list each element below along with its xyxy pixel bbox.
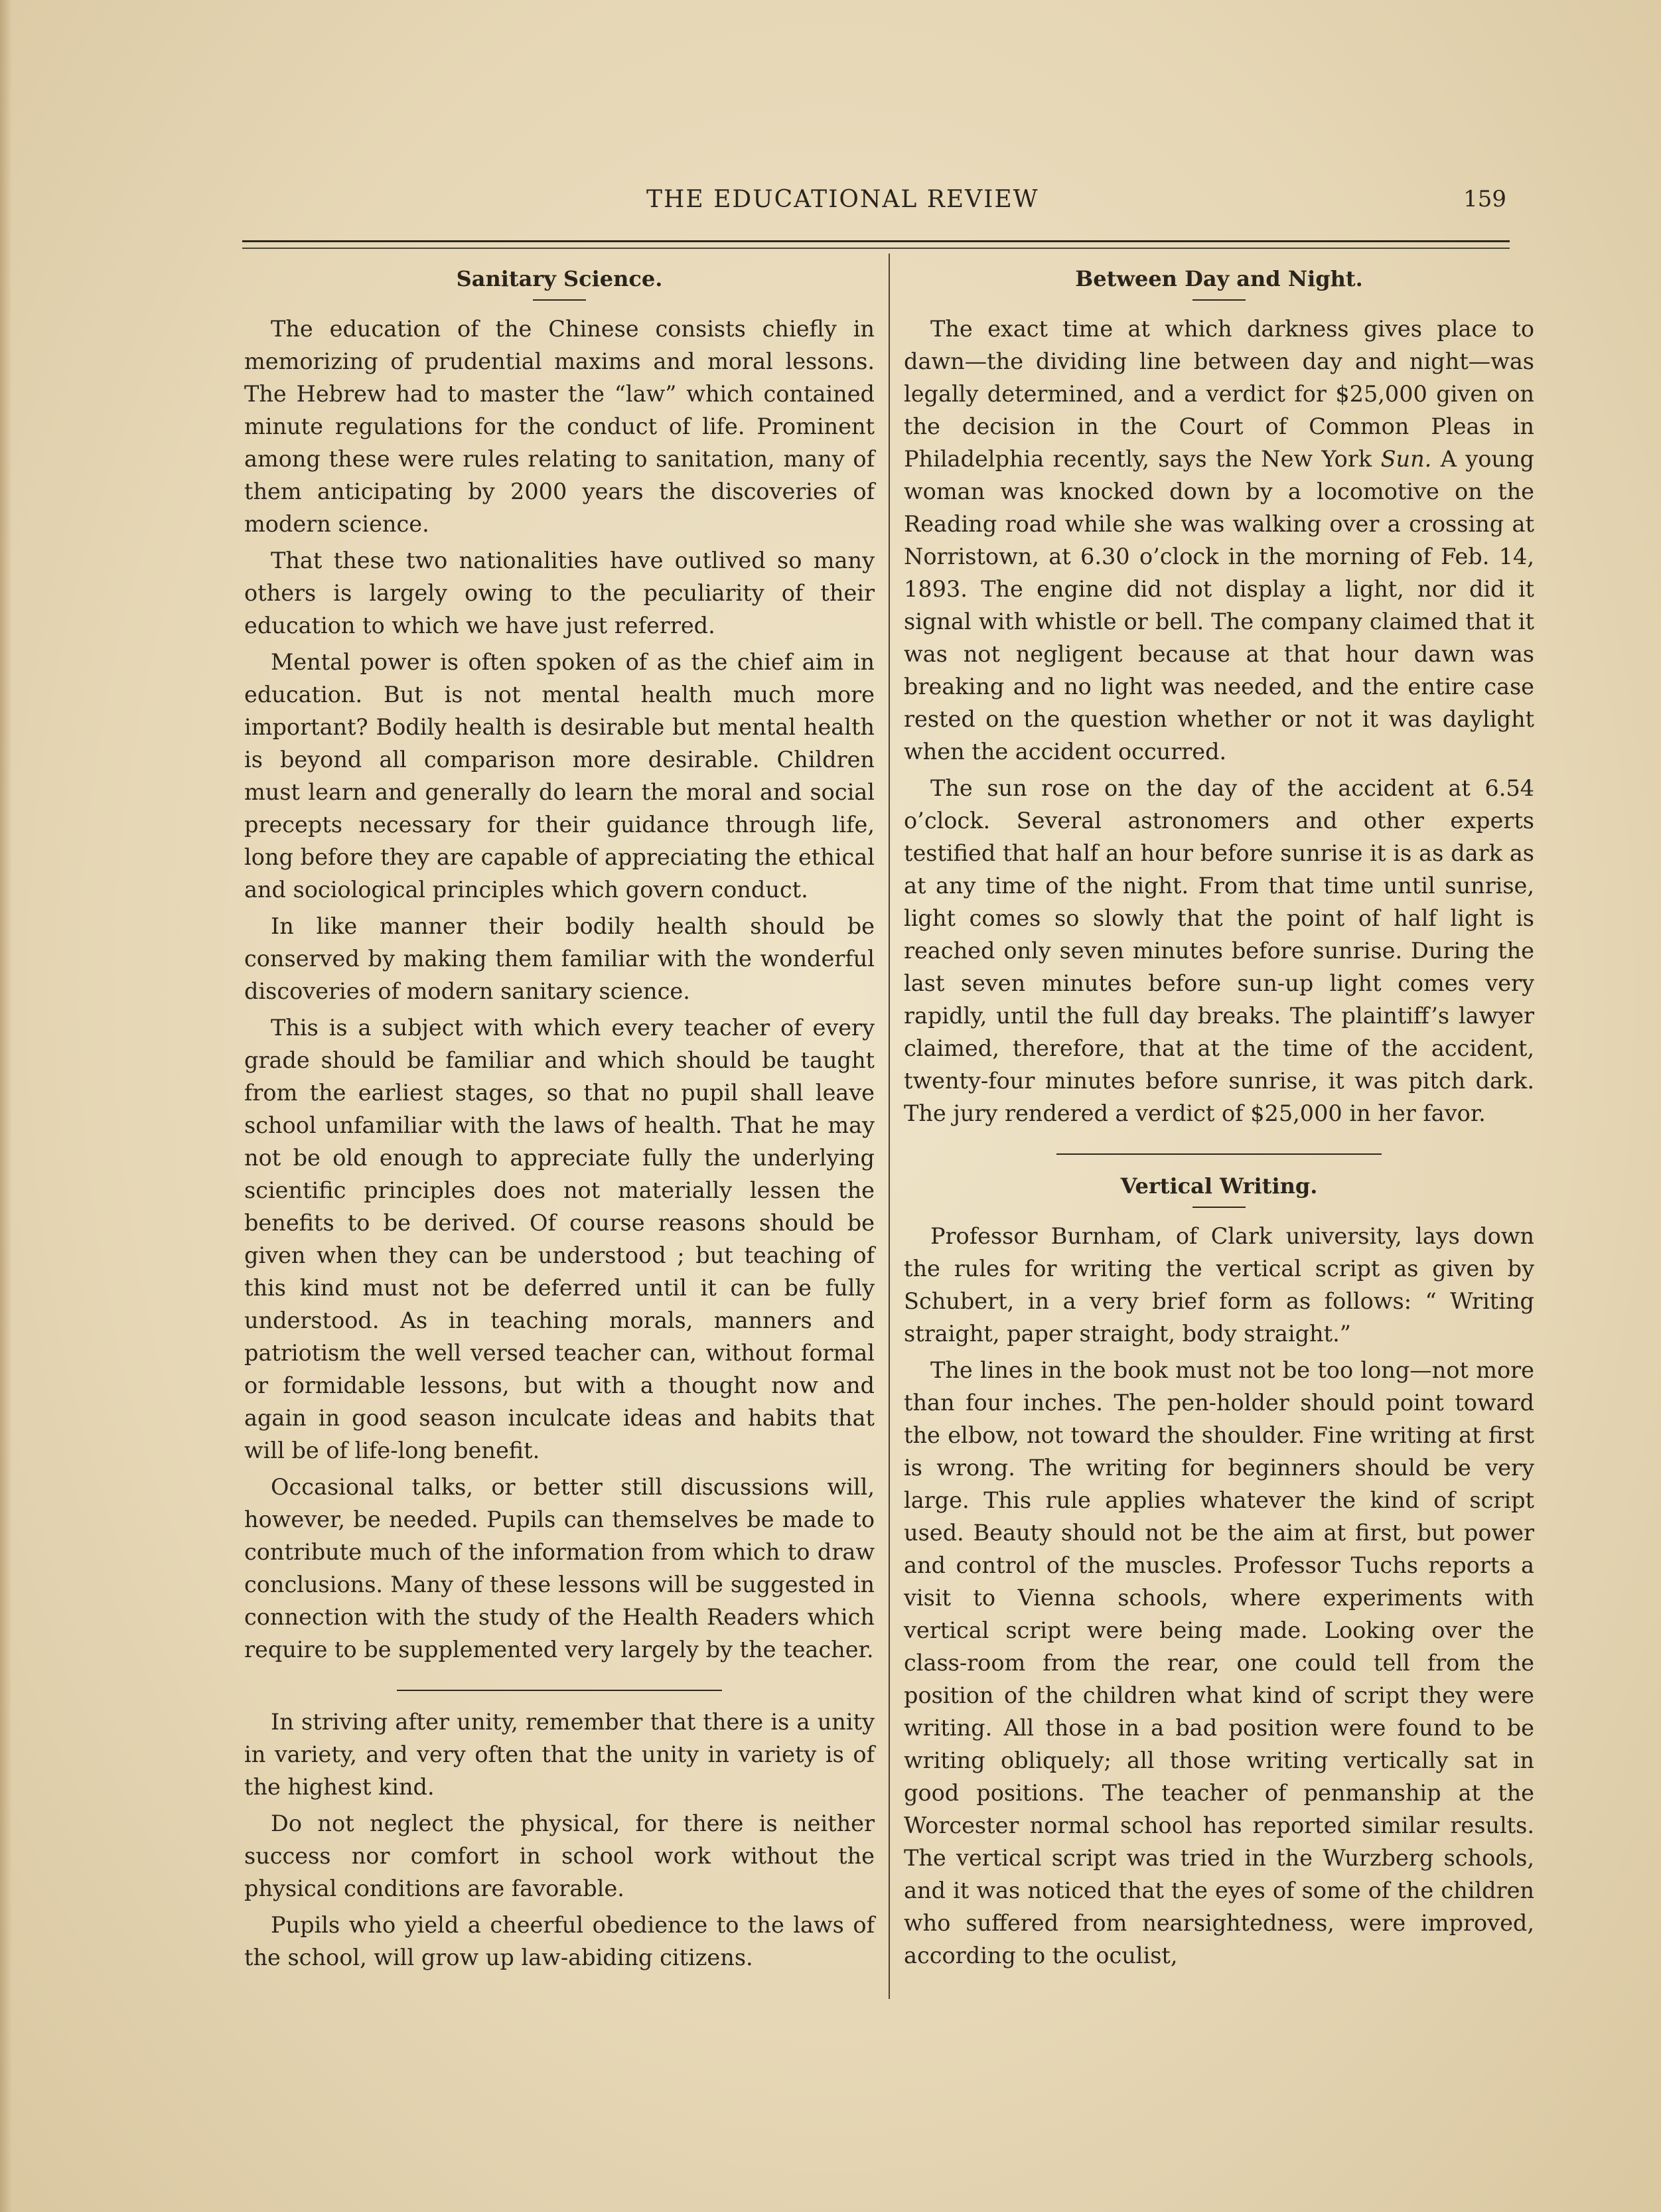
- header-rule-thin: [242, 248, 1510, 249]
- page-edge-shadow: [0, 0, 12, 2212]
- right-column: [904, 262, 1534, 1976]
- title-rule: [1192, 299, 1246, 301]
- paragraph: In like manner their bodily health should be conserved by making them familiar with the wonderful discoveries of modern sanitary science.: [244, 913, 875, 1004]
- text-run: The exact time at which darkness gives place to dawn—the dividing line between day and night—was legally determined, and a verdict for $25,000 given on the decision in the Court of Common Pleas in Philadelphia recently, says the New York: [904, 316, 1534, 472]
- article-title-vertical-writing: Vertical Writing.: [1120, 1173, 1318, 1199]
- note-paragraph: Do not neglect the physical, for there is neither success nor comfort in school work without the physical conditions are favorable.: [244, 1810, 875, 1901]
- paragraph: This is a subject with which every teacher of every grade should be familiar and which should be taught from the earliest stages, so that no pupil shall leave school unfamiliar with the laws of health. That he may not be old enough to appreciate fully the underlying scientific principles does not materially lessen the benefits to be derived. Of course reasons should be given when they can be understood ; but teaching of this kind must not be deferred until it can be fully understood. As in teaching morals, manners and patriotism the well versed teacher can, without formal or formidable lessons, but with a thought now and again in good season inculcate ideas and habits that will be of life-long benefit.: [244, 1015, 875, 1463]
- running-title: THE EDUCATIONAL REVIEW: [646, 186, 1039, 213]
- title-rule: [533, 299, 586, 301]
- paragraph: Occasional talks, or better still discussions will, however, be needed. Pupils can themselves be made to contribute much of the information from which to draw conclusions. Many of these lessons will be suggested in connection with the study of the Health Readers which require to be supplemented very largely by the teacher.: [244, 1474, 875, 1662]
- paragraph: The sun rose on the day of the accident at 6.54 o’clock. Several astronomers and other experts testified that half an hour before sunrise it is as dark as at any time of the night. From that time until sunrise, light comes so slowly that the point of half light is reached only seven minutes before sunrise. During the last seven minutes before sun-up light comes very rapidly, until the full day breaks. The plaintiff’s lawyer claimed, therefore, that at the time of the accident, twenty-four minutes before sunrise, it was pitch dark. The jury rendered a verdict of $25,000 in her favor.: [904, 775, 1534, 1126]
- section-separator: [1056, 1153, 1382, 1155]
- paragraph: The lines in the book must not be too long—not more than four inches. The pen-holder should point toward the elbow, not toward the shoulder. Fine writing at first is wrong. The writing for beginners should be very large. This rule applies whatever the kind of script used. Beauty should not be the aim at first, but power and control of the muscles. Professor Tuchs reports a visit to Vienna schools, where experiments with vertical script were being made. Looking over the class-room from the rear, one could tell from the position of the children what kind of script they were writing. All those in a bad position were found to be writing obliquely; all those writing vertically sat in good positions. The teacher of penmanship at the Worcester normal school has reported similar results. The vertical script was tried in the Wurzberg schools, and it was noticed that the eyes of some of the children who suffered from nearsightedness, were improved, according to the oculist,: [904, 1357, 1534, 1968]
- title-rule: [1192, 1207, 1246, 1208]
- article-title-sanitary-science: Sanitary Science.: [456, 266, 663, 291]
- section-separator: [397, 1690, 722, 1691]
- paragraph: [904, 313, 1534, 768]
- note-paragraph: In striving after unity, remember that there is a unity in variety, and very often that the unity in variety is of the highest kind.: [244, 1709, 875, 1800]
- header-rule-thick: [242, 240, 1510, 242]
- paragraph: The education of the Chinese consists chiefly in memorizing of prudential maxims and moral lessons. The Hebrew had to master the “law” which contained minute regulations for the conduct of life. Prominent among these were rules relating to sanitation, many of them anticipating by 2000 years the discoveries of modern science.: [244, 316, 875, 537]
- page-header: [246, 186, 1506, 219]
- newspaper-name: Sun.: [1380, 446, 1432, 472]
- article-title-between-day-and-night: Between Day and Night.: [1075, 266, 1363, 291]
- paragraph: Mental power is often spoken of as the chief aim in education. But is not mental health much more important? Bodily health is desirable but mental health is beyond all comparison more desirable. Children must learn and generally do learn the moral and social precepts necessary for their guidance through life, long before they are capable of appreciating the ethical and sociological principles which govern conduct.: [244, 649, 875, 903]
- left-column: [244, 262, 875, 1978]
- text-run: A young woman was knocked down by a locomotive on the Reading road while she was walking over a crossing at Norristown, at 6.30 o’clock in the morning of Feb. 14, 1893. The engine did not display a light, nor did it signal with whistle or bell. The company claimed that it was not negligent because at that hour dawn was breaking and no light was needed, and the entire case rested on the question whether or not it was daylight when the accident occurred.: [904, 446, 1534, 765]
- column-divider: [889, 254, 890, 1999]
- paragraph: That these two nationalities have outlived so many others is largely owing to the peculiarity of their education to which we have just referred.: [244, 548, 875, 638]
- page-number: 159: [1463, 186, 1506, 212]
- note-paragraph: Pupils who yield a cheerful obedience to the laws of the school, will grow up law-abiding citizens.: [244, 1912, 875, 1970]
- paragraph: Professor Burnham, of Clark university, lays down the rules for writing the vertical script as given by Schubert, in a very brief form as follows: “ Writing straight, paper straight, body straight.”: [904, 1223, 1534, 1347]
